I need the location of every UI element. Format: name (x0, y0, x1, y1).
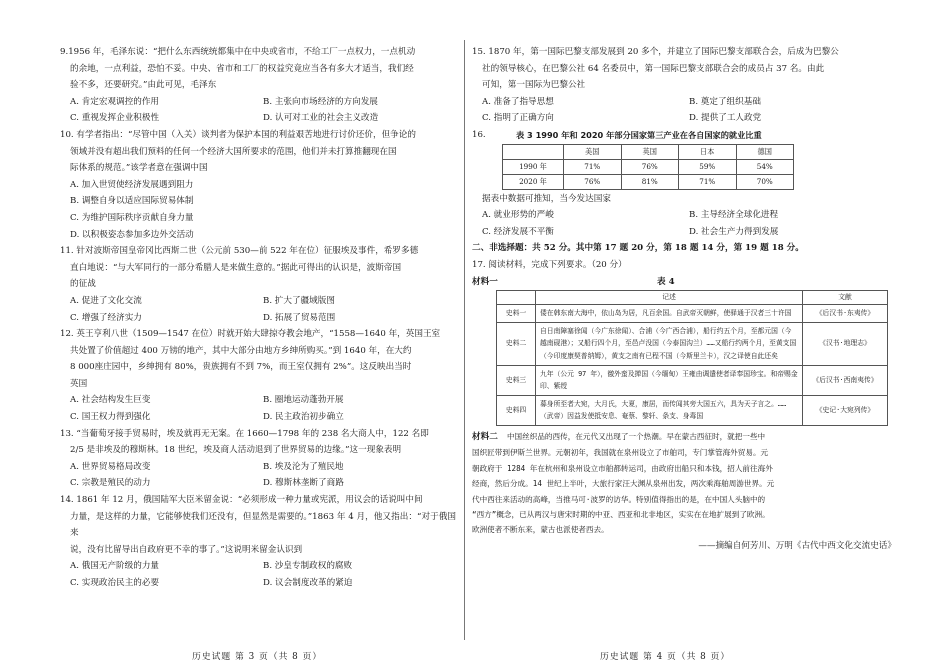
table-row (497, 365, 888, 395)
material-2-line-2: 国织匠带到伊斯兰世界。元朝初年，我国就在泉州设立了市舶司，专门掌管海外贸易。元 (472, 448, 769, 458)
material-1-header (472, 274, 896, 291)
q10-option-d[interactable]: D. 以积极姿态参加多边外交活动 (70, 229, 194, 240)
q12-option-d[interactable]: D. 民主政治初步确立 (263, 412, 344, 423)
q12-line-4: 英国 (70, 378, 88, 389)
table-cell: 九年（公元 97 年），徼外蛮及掸国（今缅甸）王雍由调遣使者译奉国珍宝。和帝赐金印、紫绶 (536, 365, 803, 395)
q12-line-1: 12. 英王亨利八世（1509—1547 在位）时就开始大肆掠夺教会地产，“1558—1640 年，英国王室 (60, 329, 441, 340)
q15-line-3: 可知，第一国际为巴黎公社 (482, 80, 586, 91)
q13-line-1: 13. “当葡萄牙接手贸易时，埃及就再无无案。在 1660—1798 年的 238 名大商人中，122 名即 (60, 428, 429, 439)
q11-option-c[interactable]: C. 增强了经济实力 (70, 312, 142, 323)
q10-option-a[interactable]: A. 加入世贸使经济发展遇到阻力 (70, 179, 194, 190)
table-cell: 76% (564, 174, 622, 189)
q11-line-1: 11. 针对波斯帝国皇帝冈比西斯二世（公元前 530—前 522 年在位）征服埃及事件，希罗多德 (60, 246, 419, 257)
q15-option-b[interactable]: B. 奠定了组织基础 (689, 96, 761, 107)
table-cell: 《后汉书·西南夷传》 (803, 365, 888, 395)
table-cell: 史料三 (497, 365, 536, 395)
q16-options (472, 207, 896, 240)
table-3-header-usa: 美国 (564, 144, 622, 159)
q14-option-b[interactable]: B. 沙皇专制政权的腐败 (263, 561, 353, 572)
q13-option-d[interactable]: D. 穆斯林垄断了商路 (263, 478, 344, 489)
footer-right: 历史试题 第 4 页（共 8 页） (600, 652, 731, 662)
table-cell: 自日南障塞徐闻（今广东徐闻）、合浦（今广西合浦），船行约五个月，至都元国（今越南砚港）；又船行四个月，至邑卢没国（今泰国沟兰）……又船行约两个月，至黄支国（今印度康契普纳姆），黄支之南有已程不国（今斯里兰卡），汉之译使自此还矣 (536, 322, 803, 365)
material-2-line-4: 经商，然后分成。14 世纪上半叶，大旅行家汪大渊从泉州出发，两次乘海舶周游世界。元 (472, 479, 775, 489)
q11-option-d[interactable]: D. 拓展了贸易范围 (263, 312, 336, 323)
table-4-header-source: 文献 (803, 291, 888, 305)
table-4 (496, 290, 888, 426)
q16-stem: 据表中数据可推知，当今发达国家 (482, 193, 611, 204)
table-3-header-row (503, 144, 794, 159)
q9-line-3: 验不多，还要研究。”由此可见，毛泽东 (70, 80, 217, 91)
question-14 (60, 492, 456, 592)
q16-option-d[interactable]: D. 社会生产力得到发展 (689, 226, 779, 237)
q14-option-c[interactable]: C. 实现政治民主的必要 (70, 578, 160, 588)
question-17 (472, 257, 896, 554)
table-cell: 71% (564, 159, 622, 174)
material-2-line-5: 代中西往来活动的高峰，当推马可·波罗的访华。特别值得指出的是，在中国人头脑中的 (472, 494, 766, 504)
table-cell: 81% (621, 174, 679, 189)
right-page (472, 44, 896, 554)
q12-option-a[interactable]: A. 社会结构发生巨变 (70, 395, 151, 406)
q9-option-b[interactable]: B. 主张向市场经济的方向发展 (263, 96, 378, 107)
table-cell: 《后汉书·东夷传》 (803, 305, 888, 323)
question-10 (60, 127, 456, 243)
q12-options (60, 392, 456, 425)
material-2-line-7: 欧洲使者不断东来，蒙古也派使者西去。 (472, 525, 609, 535)
table-3-caption: 表 3 1990 年和 2020 年部分国家第三产业在各自国家的就业比重 (516, 129, 762, 140)
table-3-header-germany: 德国 (736, 144, 794, 159)
table-4-corner (497, 291, 536, 305)
q16-number: 16. (472, 129, 486, 140)
table-cell: 史料四 (497, 395, 536, 425)
table-cell: 《汉书·地理志》 (803, 322, 888, 365)
q9-line-2: 的余地，一点利益，恐怕不妥。中央、省市和工厂的权益究竟应当各有多大才适当，我们经 (70, 63, 414, 74)
table-cell: 1990 年 (503, 159, 564, 174)
q15-options (472, 94, 896, 127)
table-row (497, 395, 888, 425)
table-cell: 《史记·大宛列传》 (803, 395, 888, 425)
q9-option-d[interactable]: D. 认可对工业的社会主义改造 (263, 113, 379, 124)
q9-option-c[interactable]: C. 重视发挥企业积极性 (70, 113, 160, 124)
q10-option-b[interactable]: B. 调整自身以适应国际贸易体制 (70, 196, 194, 207)
table-row (497, 322, 888, 365)
q9-line-1: 9.1956 年，毛泽东说：“把什么东西统统都集中在中央或省市，不给工厂一点权力，一点机动 (60, 47, 416, 57)
q14-line-2: 力量，是这样的力量，它能够使我们还没有，但显然是需要的。”1863 年 4 月，他又指出：“对于俄国来 (70, 511, 456, 539)
q9-option-a[interactable]: A. 肯定宏观调控的作用 (70, 96, 160, 107)
material-2-line-1 (472, 429, 896, 445)
question-15 (472, 44, 896, 127)
q9-options (60, 94, 456, 127)
q16-option-c[interactable]: C. 经济发展不平衡 (482, 226, 554, 237)
q11-line-2: 直白地说：“与大军同行的一部分希腊人是来做生意的。”据此可得出的认识是，波斯帝国 (70, 262, 402, 273)
table-cell: 76% (621, 159, 679, 174)
table-4-header-record: 记述 (536, 291, 803, 305)
table-cell: 史料一 (497, 305, 536, 323)
q10-line-2: 领域并没有超出我们预料的任何一个经济大国所要求的范围，他们并未打算推翻现在国 (70, 146, 397, 157)
q14-option-a[interactable]: A. 俄国无产阶级的力量 (70, 561, 160, 572)
table-row (497, 305, 888, 323)
q11-options (60, 293, 456, 326)
table-cell: 2020 年 (503, 174, 564, 189)
table-cell: 募身所至者大宛，大月氏，大夏，康居，而传闻其旁大国五六，具为天子言之。……（武帝）因益发使抵安息、奄蔡、黎轩、条支、身毒国 (536, 395, 803, 425)
table-3 (502, 144, 794, 190)
q14-option-d[interactable]: D. 议会制度改革的紧迫 (263, 578, 353, 588)
q15-option-d[interactable]: D. 提供了工人政党 (689, 113, 762, 124)
table-cell: 70% (736, 174, 794, 189)
material-2-text-1: 中国丝织品的西传，在元代又出现了一个热潮。早在蒙古西征时，就把一些中 (506, 431, 766, 441)
q11-option-b[interactable]: B. 扩大了疆域版图 (263, 295, 335, 306)
table-cell: 59% (679, 159, 737, 174)
page-divider (464, 40, 465, 640)
q15-line-1: 15. 1870 年，第一国际巴黎支部发展到 20 多个，并建立了国际巴黎支部联合会，后成为巴黎公 (472, 47, 839, 57)
table-cell: 54% (736, 159, 794, 174)
q15-line-2: 社的领导核心，在巴黎公社 64 名委员中，第一国际巴黎支部联合会的成员占 37 名。由此 (482, 63, 825, 74)
q10-line-1: 10. 有学者指出：“尽管中国（入关）谈判者为保护本国的利益艰苦地进行讨价还价，但争论的 (60, 129, 416, 140)
material-2-line-6: “西方”概念，已从两汉与唐宋时期的中亚、西亚和北非地区，实实在在地扩展到了欧洲。 (472, 509, 770, 519)
section-2-heading: 二、非选择题：共 52 分。其中第 17 题 20 分，第 18 题 14 分，第 19 题 18 分。 (472, 243, 804, 254)
q12-option-c[interactable]: C. 国王权力得到强化 (70, 412, 151, 423)
table-cell: 倭在韩东南大海中，依山岛为居，凡百余国。自武帝灭朝鲜，使驿通于汉者三十许国 (536, 305, 803, 323)
table-3-header-japan: 日本 (679, 144, 737, 159)
material-2-citation: ——摘编自何芳川、万明《古代中西文化交流史话》 (698, 540, 896, 551)
q12-line-3: 8 000座庄园中，乡绅拥有 80%，贵族拥有不到 7%，而王室仅拥有 2%”。这反映出当时 (70, 362, 412, 373)
table-4-header-row (497, 291, 888, 305)
q13-options (60, 459, 456, 492)
question-12 (60, 326, 456, 426)
left-page (60, 44, 456, 592)
q14-options (60, 558, 456, 591)
table-4-caption: 表 4 (657, 276, 675, 287)
material-2-label: 材料二 (472, 431, 498, 442)
question-13 (60, 426, 456, 492)
footer-left: 历史试题 第 3 页（共 8 页） (192, 652, 323, 662)
q11-option-a[interactable]: A. 促进了文化交流 (70, 295, 142, 306)
q10-options (60, 177, 456, 243)
material-1-label: 材料一 (472, 276, 498, 287)
table-3-header-uk: 英国 (621, 144, 679, 159)
question-9 (60, 44, 456, 127)
table-row (503, 159, 794, 174)
q16-option-b[interactable]: B. 主导经济全球化进程 (689, 210, 779, 221)
q13-option-c[interactable]: C. 宗教是殖民的动力 (70, 478, 151, 489)
table-cell: 71% (679, 174, 737, 189)
q14-line-1: 14. 1861 年 12 月，俄国陆军大臣米留金说：“必须形成一种力量或宪派，用议会的话说叫中间 (60, 495, 423, 506)
q15-option-a[interactable]: A. 准备了指导思想 (482, 96, 554, 107)
q13-line-2: 2/5 是非埃及的穆斯林。18 世纪，埃及商人活动退到了世界贸易的边缘。”这一现象表明 (70, 445, 402, 456)
table-row (503, 174, 794, 189)
material-2 (472, 429, 896, 554)
table-cell: 史料二 (497, 322, 536, 365)
q14-line-3: 说，没有比留导出自政府更不幸的事了。”这说明米留金认识到 (70, 544, 303, 555)
q16-option-a[interactable]: A. 就业形势的严峻 (482, 210, 554, 221)
q16-header (472, 127, 896, 144)
q10-line-3: 际体系的规范。”该学者意在强调中国 (70, 163, 208, 174)
q12-option-b[interactable]: B. 圈地运动蓬勃开展 (263, 395, 344, 406)
q12-line-2: 共处置了价值超过 400 万镑的地产，其中大部分由地方乡绅所购买。”到 1640 年，在大约 (70, 345, 412, 356)
material-2-line-3: 朝政府于 1284 年在杭州和泉州设立市舶都转运司，由政府出船只和本钱，招人前往海外 (472, 463, 773, 473)
question-16 (472, 127, 896, 240)
q15-option-c[interactable]: C. 指明了正确方向 (482, 113, 554, 124)
q13-option-b[interactable]: B. 埃及沦为了殖民地 (263, 461, 344, 472)
q11-line-3: 的征战 (70, 279, 96, 290)
table-3-corner (503, 144, 564, 159)
q17-intro: 17. 阅读材料，完成下列要求。（20 分） (472, 259, 627, 270)
q13-option-a[interactable]: A. 世界贸易格局改变 (70, 461, 151, 472)
q10-option-c[interactable]: C. 为维护国际秩序贡献自身力量 (70, 212, 194, 223)
question-11 (60, 243, 456, 326)
